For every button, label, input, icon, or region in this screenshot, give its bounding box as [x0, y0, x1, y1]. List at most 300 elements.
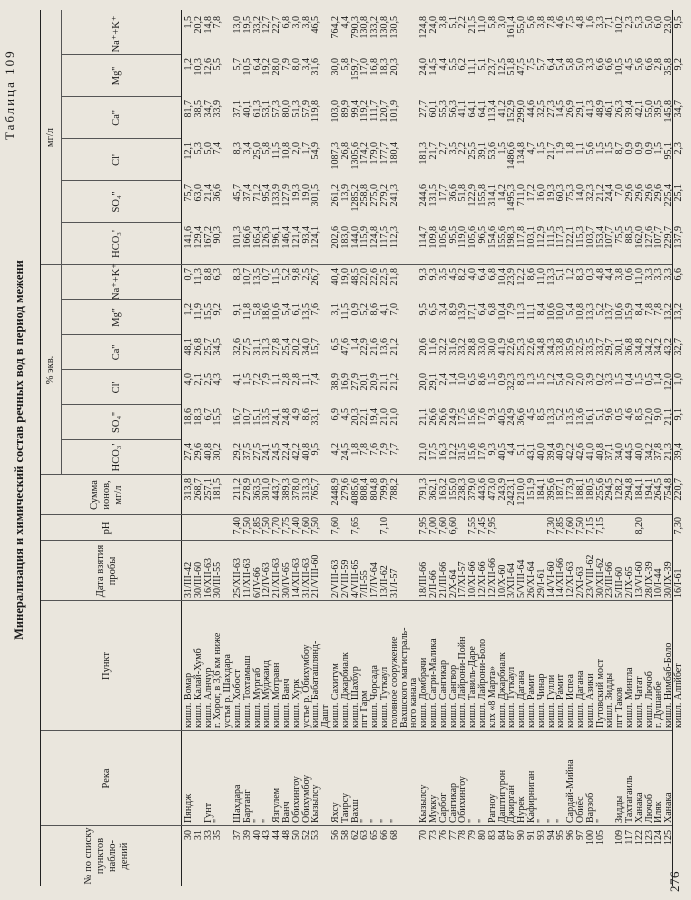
cell-num: 52: [300, 830, 312, 840]
cell-sum: 278,9: [241, 478, 253, 501]
cell-mg: 51,8: [457, 184, 469, 202]
cell-mg: 0,9: [643, 142, 655, 155]
cell-num: 40: [251, 830, 263, 840]
cell-ph: 7,70: [271, 517, 283, 535]
cell-mg: 113,4: [486, 100, 498, 123]
cell-pct: 21,0: [418, 443, 430, 461]
cell-mg: 32,5: [535, 100, 547, 118]
cell-pct: 32,2: [437, 338, 449, 356]
cell-pct: 21,1: [418, 408, 430, 426]
cell-mg: 7,5: [526, 58, 537, 71]
cell-ph: 7,40: [232, 517, 243, 535]
cell-mg: 47,5: [516, 58, 528, 76]
cell-pct: 12,2: [447, 443, 459, 461]
cell-pct: 7,9: [506, 303, 518, 316]
cell-mg: 13,0: [232, 16, 243, 34]
cell-pct: 1,5: [614, 373, 626, 386]
header-ion: Mg'': [111, 308, 122, 327]
cell-sum: 804,8: [369, 478, 381, 501]
cell-mg: 39,4: [624, 100, 635, 118]
cell-pct: 43,2: [663, 338, 675, 356]
cell-mg: 5,8: [486, 16, 498, 29]
cell-pct: 7,6: [369, 443, 381, 456]
cell-pct: 4,3: [212, 373, 224, 386]
cell-pct: 8,6: [300, 408, 312, 421]
cell-mg: 3,0: [496, 16, 508, 29]
cell-mg: 4,7: [526, 142, 537, 155]
cell-pct: 7,0: [388, 303, 400, 316]
cell-mg: 21,7: [428, 142, 439, 160]
cell-pct: 4,8: [594, 268, 606, 281]
cell-pct: 43,1: [526, 443, 537, 461]
cell-date: 4/VIII-65: [349, 559, 361, 598]
cell-ph: 7,30: [673, 517, 684, 535]
table-header: [40, 10, 182, 886]
cell-mg: 146,4: [281, 226, 292, 249]
cell-river: ": [555, 818, 567, 823]
cell-mg: 4,5: [624, 58, 635, 71]
cell-mg: 75,3: [565, 184, 577, 202]
cell-pct: 4,4: [506, 443, 518, 456]
cell-pct: 11,5: [339, 303, 351, 321]
cell-pct: 4,9: [290, 408, 302, 421]
cell-mg: 21,5: [467, 16, 479, 34]
cell-sum: 187,1: [555, 478, 567, 501]
cell-river: ": [379, 818, 390, 823]
cell-mg: 1,7: [300, 142, 312, 155]
cell-pct: 21,2: [388, 373, 400, 391]
cell-date: 5/III-60: [614, 566, 626, 598]
cell-date: 2/VIII-63: [330, 559, 341, 598]
cell-pct: 8,2: [457, 268, 469, 281]
cell-pct: 22,0: [359, 268, 371, 286]
cell-pct: 1,5: [241, 373, 253, 386]
cell-mg: 9,5: [673, 16, 684, 29]
cell-sum: 255,6: [594, 478, 606, 501]
cell-pct: 4,5: [526, 408, 537, 421]
cell-pct: 5,1: [594, 408, 606, 421]
cell-pct: 40,9: [555, 443, 567, 461]
cell-point: кишл. Гулли: [545, 674, 557, 728]
header-date: Дата взятия пробы: [95, 544, 118, 598]
cell-pct: 21,1: [663, 408, 675, 426]
cell-pct: 11,0: [633, 268, 645, 286]
cell-pct: 15,1: [251, 408, 263, 426]
cell-point: клх «8 Марта»: [486, 666, 498, 728]
cell-mg: 13,9: [339, 184, 351, 202]
cell-point: кишл. Ванч: [281, 678, 292, 728]
cell-pct: 4,6: [624, 408, 635, 421]
cell-pct: 13,3: [545, 268, 557, 286]
cell-mg: 89,9: [339, 100, 351, 118]
cell-pct: 22,4: [281, 443, 292, 461]
cell-pct: 1,4: [653, 373, 665, 386]
cell-sum: 128,2: [614, 478, 626, 501]
cell-point: пгт Таков: [614, 687, 626, 728]
cell-mg: 36,6: [212, 184, 224, 202]
cell-river: Кафирниган: [526, 770, 537, 823]
cell-ph: 7,95: [418, 517, 430, 535]
cell-pct: 33,2: [457, 338, 469, 356]
cell-pct: 7,6: [310, 303, 322, 316]
cell-pct: 34,0: [300, 338, 312, 356]
cell-pct: 12,0: [643, 408, 655, 426]
cell-ph: 7,50: [575, 517, 586, 535]
cell-pct: 13,2: [673, 303, 684, 321]
cell-pct: 13,9: [457, 303, 469, 321]
cell-mg: 5,5: [212, 58, 224, 71]
cell-pct: 10,4: [496, 303, 508, 321]
cell-pct: 2,4: [437, 373, 449, 386]
cell-pct: 9,5: [418, 303, 430, 316]
cell-pct: 5,2: [359, 303, 371, 316]
cell-pct: 47,6: [339, 338, 351, 356]
cell-date: 18/III-66: [418, 561, 430, 598]
cell-pct: 1,1: [271, 373, 283, 386]
header-mg: мг/л: [45, 127, 56, 148]
cell-mg: 107,7: [653, 226, 665, 249]
cell-mg: 93,4: [300, 226, 312, 244]
cell-sum: 163,2: [437, 478, 449, 501]
cell-mg: 6,4: [545, 58, 557, 71]
cell-mg: 7,0: [614, 184, 626, 197]
cell-pct: 16,9: [339, 373, 351, 391]
cell-mg: 5,1: [477, 58, 488, 71]
cell-mg: 3,5: [447, 142, 459, 155]
cell-river: Сарбог: [437, 792, 449, 823]
cell-num: 78: [457, 830, 469, 840]
cell-mg: 101,9: [388, 100, 400, 123]
cell-pct: 10,7: [241, 408, 253, 426]
cell-pct: 3,1: [330, 303, 341, 316]
cell-mg: 1,2: [183, 58, 194, 71]
cell-river: Пяндж: [183, 793, 194, 823]
cell-mg: 1305,6: [349, 142, 361, 170]
cell-pct: 29,1: [428, 373, 439, 391]
cell-mg: 5,1: [447, 16, 459, 29]
cell-mg: 14,2: [496, 184, 508, 202]
cell-pct: 22,1: [359, 408, 371, 426]
cell-num: 35: [212, 830, 224, 840]
cell-mg: 3,4: [300, 58, 312, 71]
cell-mg: 14,0: [575, 184, 586, 202]
cell-date: 31/I-57: [388, 568, 400, 598]
cell-pct: 20,1: [359, 373, 371, 391]
cell-mg: 64,1: [477, 100, 488, 118]
cell-mg: 41,1: [457, 100, 469, 118]
cell-pct: 6,9: [330, 408, 341, 421]
cell-pct: 48,5: [349, 268, 361, 286]
cell-pct: 13,2: [663, 303, 675, 321]
cell-mg: 19,0: [300, 184, 312, 202]
cell-point: кишл. Испеа: [565, 674, 577, 728]
cell-ph: 7,55: [467, 517, 479, 535]
cell-mg: 88,5: [624, 226, 635, 244]
cell-sum: 363,5: [251, 478, 263, 501]
cell-mg: 1,9: [555, 142, 567, 155]
cell-mg: 1,5: [535, 142, 547, 155]
cell-pct: 3,3: [604, 373, 616, 386]
cell-pct: 13,5: [565, 408, 577, 426]
cell-river: Зидды: [614, 795, 626, 823]
cell-point: кишл. Джарбиалк: [339, 652, 351, 728]
cell-ph: 6,60: [447, 517, 459, 535]
cell-pct: 20,3: [349, 408, 361, 426]
cell-num: 70: [418, 830, 430, 840]
cell-mg: 63,0: [192, 184, 204, 202]
cell-date: 6/IV-66: [251, 567, 263, 598]
cell-pct: 22,5: [379, 268, 390, 286]
cell-point: кишл. Вомар: [183, 672, 194, 728]
header-river: Река: [101, 768, 112, 789]
cell-pct: 40,5: [496, 408, 508, 426]
cell-mg: 10,8: [281, 142, 292, 160]
cell-sum: 443,7: [271, 478, 283, 501]
cell-mg: 3,8: [300, 16, 312, 29]
cell-mg: 711,0: [516, 184, 528, 207]
cell-mg: 153,4: [594, 226, 606, 249]
cell-pct: 5,4: [565, 303, 577, 316]
cell-mg: 99,4: [349, 100, 361, 118]
cell-ph: 7,15: [594, 517, 606, 535]
cell-pct: 2,5: [300, 268, 312, 281]
cell-river: Рагноу: [486, 793, 498, 823]
cell-point: кишл. Чатат: [633, 676, 645, 728]
cell-mg: 19,2: [261, 58, 273, 76]
cell-mg: 5,0: [643, 16, 655, 29]
cell-num: 91: [526, 830, 537, 840]
cell-pct: 6,4: [477, 303, 488, 316]
cell-sum: 395,6: [545, 478, 557, 501]
cell-date: 14/XII-66: [555, 558, 567, 598]
cell-pct: 13,5: [251, 268, 263, 286]
cell-mg: 5,0: [575, 58, 586, 71]
cell-pct: 0,5: [614, 408, 626, 421]
cell-mg: 109,8: [428, 226, 439, 249]
cell-mg: 24,0: [428, 16, 439, 34]
cell-mg: 5,6: [526, 16, 537, 29]
cell-pct: 17,6: [477, 443, 488, 461]
cell-pct: 7,4: [310, 373, 322, 386]
cell-river: ": [477, 818, 488, 823]
cell-mg: 55,3: [437, 100, 449, 118]
header-num: № по списку пунктов наблю- дений: [83, 827, 130, 885]
cell-num: 37: [232, 830, 243, 840]
cell-mg: 17,2: [526, 184, 537, 202]
cell-mg: 39,5: [653, 100, 665, 118]
cell-mg: 121,4: [290, 226, 302, 249]
cell-mg: 105,6: [467, 226, 479, 249]
cell-mg: 6,6: [594, 58, 606, 71]
cell-mg: 112,3: [388, 226, 400, 249]
cell-pct: 1,5: [535, 373, 547, 386]
cell-ph: 8,20: [633, 517, 645, 535]
cell-pct: 15,6: [467, 443, 479, 461]
cell-pct: 5,8: [251, 303, 263, 316]
cell-mg: 60,3: [555, 184, 567, 202]
cell-pct: 0,3: [584, 268, 596, 281]
cell-sum: 4085,6: [349, 478, 361, 506]
cell-river: Кызылсу: [418, 784, 430, 823]
cell-point: ного канала: [408, 677, 420, 728]
cell-sum: 155,0: [447, 478, 459, 501]
cell-mg: 6,6: [643, 58, 655, 71]
cell-pct: 18,6: [261, 303, 273, 321]
cell-ph: 7,85: [555, 517, 567, 535]
cell-point: кишл. Лайрони-Боло: [477, 638, 488, 728]
cell-mg: 17,0: [359, 58, 371, 76]
cell-pct: 1,8: [349, 443, 361, 456]
cell-pct: 1,2: [545, 373, 557, 386]
cell-pct: 40,8: [594, 443, 606, 461]
cell-num: 123: [643, 830, 655, 845]
cell-num: 65: [369, 830, 381, 840]
cell-pct: 21,2: [388, 338, 400, 356]
cell-num: 44: [271, 830, 283, 840]
cell-sum: 173,9: [565, 478, 577, 501]
cell-mg: 5,4: [555, 58, 567, 71]
cell-mg: 154,6: [486, 226, 498, 249]
cell-pct: 8,3: [575, 268, 586, 281]
cell-pct: 4,5: [447, 268, 459, 281]
cell-mg: 12,5: [496, 58, 508, 76]
cell-mg: 26,3: [614, 100, 626, 118]
cell-mg: 71,2: [251, 184, 263, 202]
cell-ph: 7,45: [477, 517, 488, 535]
cell-mg: 23,7: [486, 58, 498, 76]
cell-mg: 51,3: [290, 100, 302, 118]
cell-mg: 5,0: [202, 142, 214, 155]
cell-river: ": [594, 818, 606, 823]
cell-pct: 40,0: [535, 443, 547, 461]
cell-pct: 22,6: [369, 268, 381, 286]
cell-pct: 13,6: [575, 408, 586, 426]
cell-pct: 8,4: [633, 303, 645, 316]
header-ion: Na⁺+K⁺: [111, 15, 122, 53]
cell-mg: 2,3: [673, 142, 684, 155]
cell-mg: 14,8: [202, 16, 214, 34]
cell-pct: 5,4: [281, 303, 292, 316]
cell-pct: 7,2: [251, 373, 263, 386]
cell-pct: 9,3: [428, 268, 439, 281]
cell-mg: 10,3: [192, 58, 204, 76]
cell-point: кишл. Мургаб: [251, 667, 263, 728]
cell-pct: 11,5: [271, 268, 283, 286]
cell-pct: 1,0: [457, 373, 469, 386]
cell-pct: 20,2: [290, 338, 302, 356]
cell-mg: 12,7: [261, 16, 273, 34]
cell-pct: 2,8: [281, 373, 292, 386]
cell-mg: 8,7: [614, 142, 626, 155]
cell-num: 93: [535, 830, 547, 840]
cell-pct: 9,5: [310, 443, 322, 456]
cell-mg: 7,9: [281, 58, 292, 71]
cell-mg: 34,7: [202, 100, 214, 118]
cell-pct: 31,6: [447, 338, 459, 356]
cell-pct: 6,3: [212, 268, 224, 281]
cell-sum: 279,6: [339, 478, 351, 501]
cell-mg: 7,8: [545, 16, 557, 29]
cell-river: Нурек: [516, 796, 528, 823]
cell-pct: 26,6: [437, 408, 449, 426]
cell-date: 21/VIII-60: [310, 554, 322, 598]
cell-point: г. Хорог, в 3,6 км ниже: [212, 632, 224, 728]
cell-date: 23/VIII-62: [584, 554, 596, 598]
cell-pct: 44,5: [624, 443, 635, 461]
cell-pct: 5,2: [594, 303, 606, 316]
cell-date: 31/XII-63: [300, 558, 312, 598]
cell-mg: 4,8: [575, 16, 586, 29]
cell-pct: 31,1: [251, 338, 263, 356]
cell-sum: 313,8: [183, 478, 194, 501]
cell-ph: 7,60: [330, 517, 341, 535]
cell-pct: 4,2: [330, 443, 341, 456]
cell-mg: 107,7: [604, 226, 616, 249]
cell-river: Ханака: [663, 792, 675, 823]
cell-pct: 11,3: [516, 303, 528, 321]
cell-num: 62: [349, 830, 361, 840]
cell-mg: 0,9: [633, 142, 645, 155]
cell-pct: 24,9: [506, 408, 518, 426]
cell-num: 68: [388, 830, 400, 840]
cell-point: кишл. Сагри-Малика: [428, 638, 439, 728]
cell-pct: 32,5: [575, 338, 586, 356]
cell-num: 84: [496, 830, 508, 840]
cell-mg: 4,6: [555, 16, 567, 29]
cell-mg: 127,9: [281, 184, 292, 207]
cell-mg: 1486,6: [506, 142, 518, 170]
cell-date: 12/XII-66: [486, 558, 498, 598]
cell-mg: 301,5: [310, 184, 322, 207]
cell-mg: 31,6: [310, 58, 322, 76]
cell-mg: 41,3: [584, 100, 596, 118]
cell-num: 105: [594, 830, 606, 845]
cell-pct: 17,6: [477, 408, 488, 426]
cell-date: 2/XI-63: [575, 566, 586, 598]
cell-mg: 3,4: [241, 142, 253, 155]
cell-mg: 45,7: [232, 184, 243, 202]
cell-point: кишл. Дагана: [516, 670, 528, 728]
cell-pct: 6,4: [477, 268, 488, 281]
cell-mg: 133,9: [271, 184, 283, 207]
cell-mg: 117,5: [379, 226, 390, 249]
cell-mg: 130,8: [359, 16, 371, 39]
cell-sum: 379,0: [467, 478, 479, 501]
cell-mg: 57,9: [300, 100, 312, 118]
cell-mg: 26,9: [565, 100, 577, 118]
cell-mg: 117,3: [555, 226, 567, 249]
cell-river: Сардай-Мийна: [565, 759, 577, 823]
header-ion: Mg'': [111, 66, 122, 86]
cell-sum: 211,2: [232, 478, 243, 501]
cell-date: 30/IV-65: [281, 562, 292, 598]
cell-pct: 13,5: [300, 303, 312, 321]
cell-mg: 144,0: [349, 226, 361, 249]
cell-mg: 20,2: [192, 16, 204, 34]
cell-sum: 2423,1: [506, 478, 518, 506]
cell-ph: 7,15: [584, 517, 596, 535]
cell-point: кишл. Шахбур: [349, 666, 361, 728]
cell-mg: 167,2: [202, 226, 214, 249]
cell-pct: 39,4: [545, 443, 557, 461]
cell-pct: 17,5: [428, 443, 439, 461]
cell-mg: 7,5: [565, 16, 577, 29]
cell-mg: 119,2: [359, 100, 371, 123]
cell-mg: 1,8: [565, 142, 577, 155]
cell-mg: 2,2: [457, 16, 469, 29]
cell-date: 12/IV-63: [261, 562, 273, 598]
cell-pct: 4,5: [339, 408, 351, 421]
